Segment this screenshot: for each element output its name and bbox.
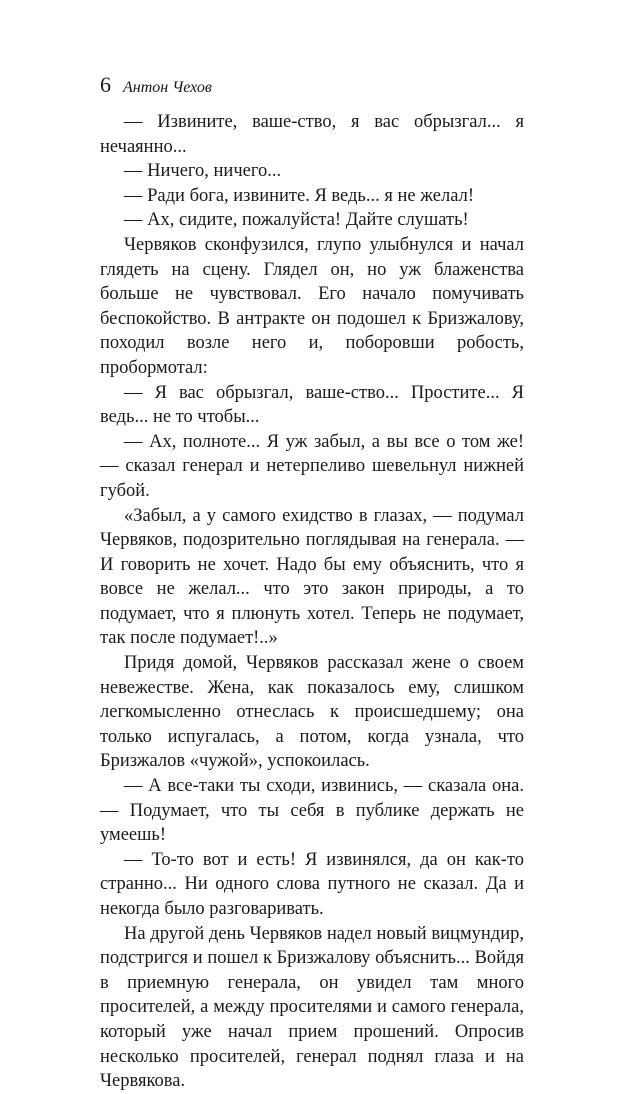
paragraph: Придя домой, Червяков рассказал жене о своем невежестве. Жена, как показалось ему, слишком легкомысленно отнеслась к происшедшему; она только испугалась, а потом, когда узнала, что Бризжалов «чужой», успокоилась. <box>100 653 524 772</box>
paragraph: — То-то вот и есть! Я извинялся, да он как-то странно... Ни одного слова путного не сказал. Да и некогда было разговаривать. <box>100 849 524 919</box>
text-block <box>100 110 524 1094</box>
paragraph: Червяков сконфузился, глупо улыбнулся и начал глядеть на сцену. Глядел он, но уж блаженства больше не чувствовал. Его начало помучивать беспокойство. В антракте он подошел к Бризжалову, походил возле него и, поборовши робость, пробормотал: <box>100 234 524 378</box>
running-head <box>100 72 212 98</box>
paragraph: — Ничего, ничего... <box>124 161 282 182</box>
paragraph: На другой день Червяков надел новый вицмундир, подстригся и пошел к Бризжалову объяснить... Войдя в приемную генерала, он увидел там много просителей, а между просителями и самого генерала, который уже начал прием прошений. Опросив несколько просителей, генерал поднял глаза и на Червякова. <box>100 923 524 1092</box>
running-title: Антон Чехов <box>123 79 212 96</box>
paragraph: — Я вас обрызгал, ваше-ство... Простите... Я ведь... не то чтобы... <box>100 382 524 428</box>
paragraph: — Ради бога, извините. Я ведь... я не желал! <box>124 185 474 206</box>
paragraph: — Ах, полноте... Я уж забыл, а вы все о том же! — сказал генерал и нетерпеливо шевельнул нижней губой. <box>100 431 524 501</box>
page-number: 6 <box>100 72 111 97</box>
paragraph: — Извините, ваше-ство, я вас обрызгал... я нечаянно... <box>100 112 524 157</box>
paragraph: «Забыл, а у самого ехидство в глазах, — подумал Червяков, подозрительно поглядывая на генерала. — И говорить не хочет. Надо бы ему объяснить, что я вовсе не желал... что это закон природы, а то подумает, что я плюнуть хотел. Теперь не подумает, так после подумает!..» <box>100 505 524 649</box>
paragraph: — Ах, сидите, пожалуйста! Дайте слушать! <box>124 210 469 231</box>
paragraph: — А все-таки ты сходи, извинись, — сказала она. — Подумает, что ты себя в публике держать не умеешь! <box>100 776 524 846</box>
